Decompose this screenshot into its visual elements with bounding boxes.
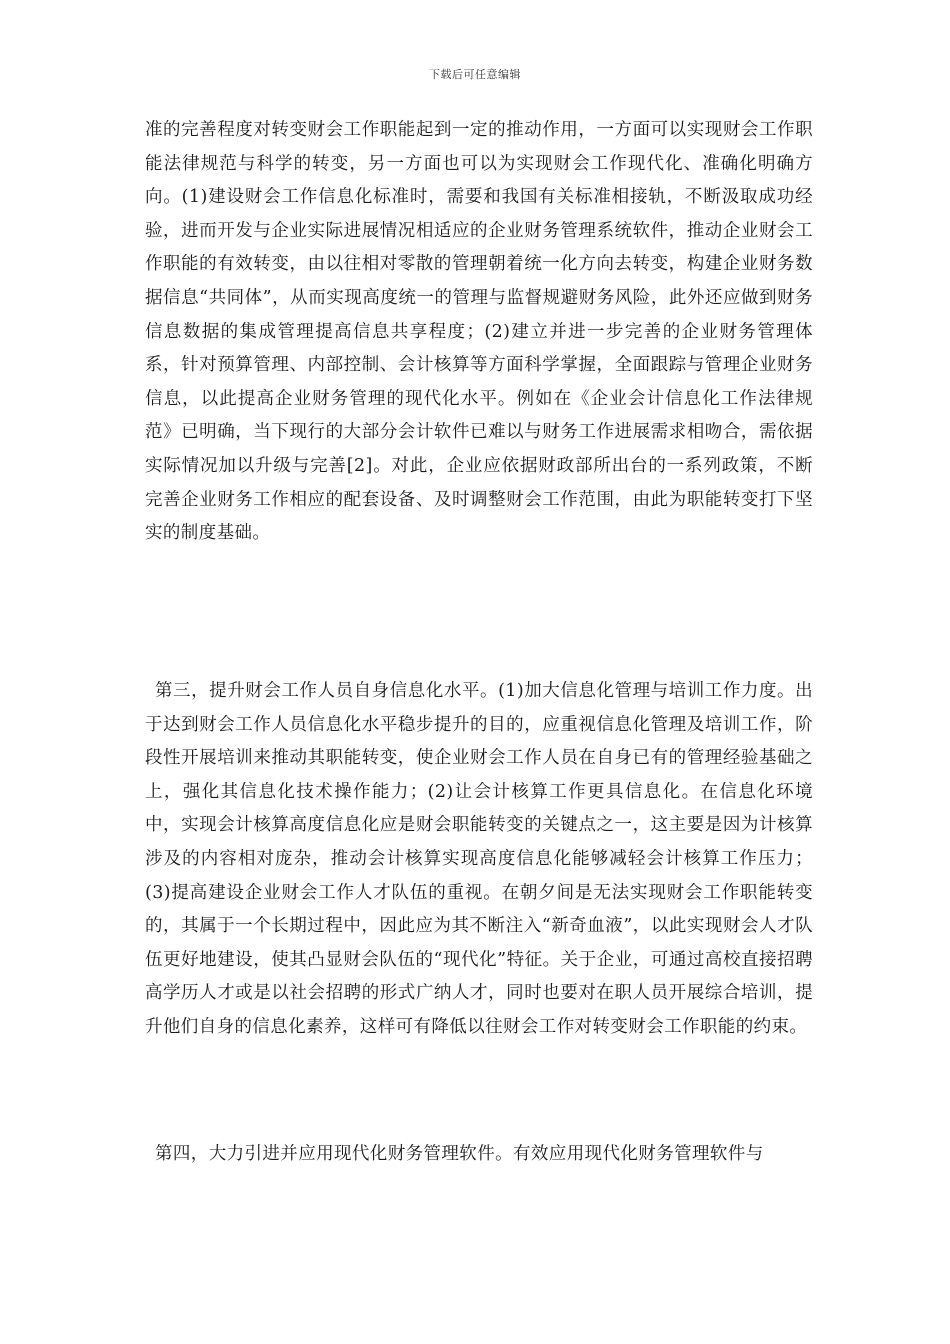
paragraph-fourth <box>145 1138 813 1172</box>
paragraph-text: 准的完善程度对转变财会工作职能起到一定的推动作用，一方面可以实现财会工作职能法律规范与科学的转变，另一方面也可以为实现财会工作现代化、准确化明确方向。(1)建设财会工作信息化标准时，需要和我国有关标准相接轨，不断汲取成功经验，进而开发与企业实际进展情况相适应的企业财务管理系统软件，推动企业财会工作职能的有效转变，由以往相对零散的管理朝着统一化方向去转变，构建企业财务数据信息“共同体”，从而实现高度统一的管理与监督规避财务风险，此外还应做到财务信息数据的集成管理提高信息共享程度；(2)建立并进一步完善的企业财务管理体系，针对预算管理、内部控制、会计核算等方面科学掌握，全面跟踪与管理企业财务信息，以此提高企业财务管理的现代化水平。例如在《企业会计信息化工作法律规范》已明确，当下现行的大部分会计软件已难以与财务工作进展需求相吻合，需依据实际情况加以升级与完善[2]。对此，企业应依据财政部所出台的一系列政策，不断完善企业财务工作相应的配套设备、及时调整财会工作范围，由此为职能转变打下坚实的制度基础。 <box>145 120 813 544</box>
page-header: 下载后可任意编辑 <box>429 68 521 81</box>
paragraph-text: 第三，提升财会工作人员自身信息化水平。(1)加大信息化管理与培训工作力度。出于达到财会工作人员信息化水平稳步提升的目的，应重视信息化管理及培训工作，阶段性开展培训来推动其职能转变，使企业财会工作人员在自身已有的管理经验基础之上，强化其信息化技术操作能力；(2)让会计核算工作更具信息化。在信息化环境中，实现会计核算高度信息化应是财会职能转变的关键点之一，这主要是因为计核算涉及的内容相对庞杂，推动会计核算实现高度信息化能够减轻会计核算工作压力；(3)提高建设企业财会工作人才队伍的重视。在朝夕间是无法实现财会工作职能转变的，其属于一个长期过程中，因此应为其不断注入“新奇血液”，以此实现财会人才队伍更好地建设，使其凸显财会队伍的“现代化”特征。关于企业，可通过高校直接招聘高学历人才或是以社会招聘的形式广纳人才，同时也要对在职人员开展综合培训，提升他们自身的信息化素养，这样可有降低以往财会工作对转变财会工作职能的约束。 <box>145 681 813 1037</box>
paragraph-text: 第四，大力引进并应用现代化财务管理软件。有效应用现代化财务管理软件与 <box>155 1144 764 1164</box>
paragraph-third <box>145 675 813 1045</box>
paragraph-continuation <box>145 114 813 551</box>
